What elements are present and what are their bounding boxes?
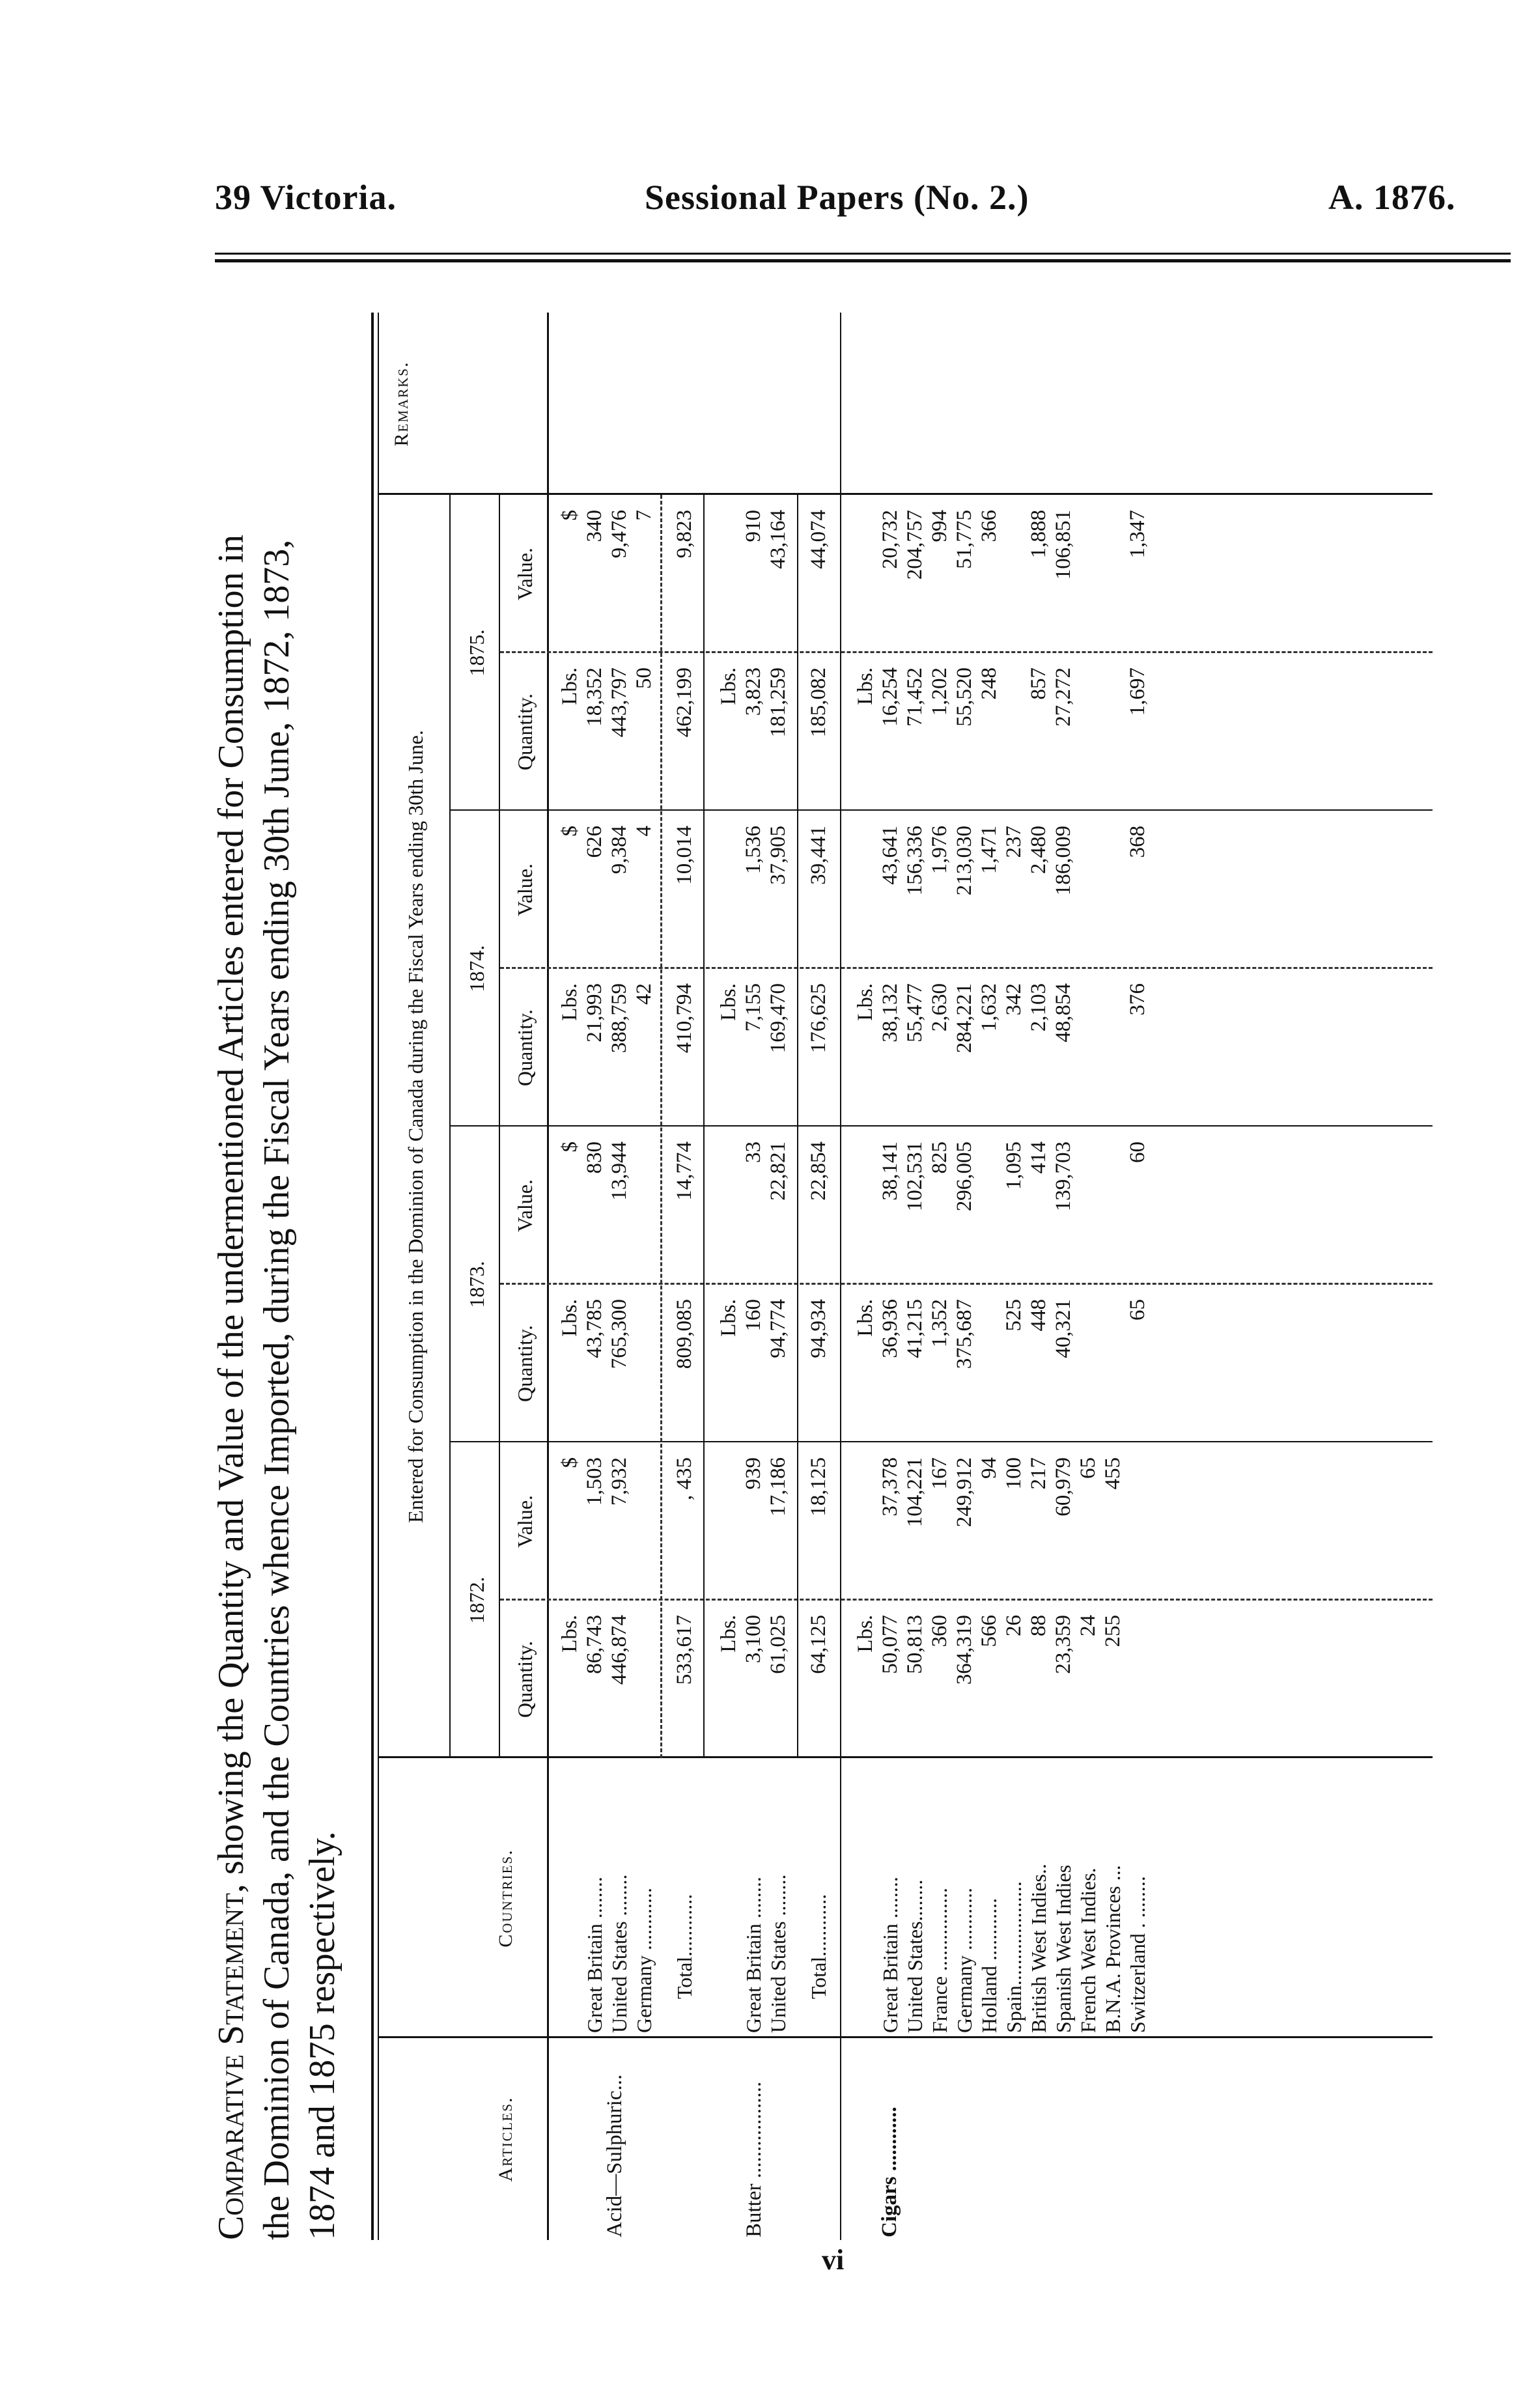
unit-lbs: Lbs. [717,983,740,1021]
total-v1875: 44,074 [807,510,830,569]
cell-q1872: 566 [977,1615,1001,1647]
cell-v1874: 626 [583,826,606,858]
article-acid-sulphuric: Acid—Sulphuric... [603,2074,626,2237]
cell-v1874: 1,976 [928,826,951,875]
cell-q1874: 48,854 [1052,983,1075,1043]
cell-v1872: 104,221 [903,1457,927,1528]
total-v1873: 14,774 [673,1141,696,1201]
country-row: United States ........ [608,1874,631,2033]
cell-q1873: 1,352 [928,1299,951,1348]
cell-v1875: 1,888 [1027,510,1050,559]
title-lead: Comparative Statement [211,1893,251,2240]
cell-v1874: 1,536 [742,826,765,875]
unit-dollar: $ [558,510,581,521]
header-group: Entered for Consumption in the Dominion of Canada during the Fiscal Years ending 30th June. [404,730,427,1523]
hdr-qty-1872: Quantity. [513,1641,537,1718]
cell-q1875: 248 [977,667,1001,700]
cell-v1873: 33 [742,1141,765,1163]
cell-v1875: 106,851 [1052,510,1075,580]
cell-q1873: 765,300 [608,1299,631,1369]
cell-v1875: 1,347 [1126,510,1149,559]
header-body-rule [547,313,549,2240]
cell-q1872: 50,077 [878,1615,902,1674]
total-v1874: 10,014 [673,826,696,885]
cell-v1874: 4 [632,826,656,837]
year-1873: 1873. [465,1261,488,1308]
title-rest: , showing the Quantity and Value of the undermentioned Articles entered for Consumption in the Dominion of Canada, and the Countries whence Imported, during the Fiscal Years ending 30th June, 1872, 1873, 1874 and 1875 respectively. [211,534,343,2240]
cell-v1875: 340 [583,510,606,542]
total-v1872: , 435 [673,1457,696,1500]
unit-lbs: Lbs. [558,1299,581,1337]
cell-q1872: 364,319 [953,1615,976,1685]
cell-q1872: 24 [1076,1615,1100,1636]
subtotal-dotted-rule [660,495,662,1758]
cell-v1873: 38,141 [878,1141,902,1201]
cell-v1873: 414 [1027,1141,1050,1174]
cell-v1875: 994 [928,510,951,542]
cell-v1873: 22,821 [766,1141,790,1201]
cell-v1874: 1,471 [977,826,1001,875]
cell-v1874: 43,641 [878,826,902,885]
cell-q1874: 21,993 [583,983,606,1043]
header-center: Sessional Papers (No. 2.) [645,178,1029,217]
cell-v1872: 1,503 [583,1457,606,1506]
cell-v1875: 7 [632,510,656,521]
cell-v1872: 249,912 [953,1457,976,1528]
cell-q1873: 160 [742,1299,765,1332]
cell-q1872: 26 [1002,1615,1026,1636]
cell-q1875: 443,797 [608,667,631,738]
cell-q1872: 3,100 [742,1615,765,1664]
cell-q1873: 375,687 [953,1299,976,1369]
cell-q1872: 86,743 [583,1615,606,1674]
country-row: Great Britain ........ [742,1877,765,2033]
article-butter: Butter .................. [742,2081,766,2237]
total-label: Total............ [807,1894,830,1999]
cell-q1874: 55,477 [903,983,927,1043]
country-row: United States........ [903,1879,927,2033]
header-articles: Articles. [495,2096,516,2182]
total-q1874: 410,794 [673,983,696,1054]
cell-q1875: 71,452 [903,667,927,727]
cell-q1875: 3,823 [742,667,765,716]
unit-dollar: $ [558,826,581,837]
unit-lbs: Lbs. [854,1299,877,1337]
page-folio: vi [822,2244,845,2276]
country-row: Great Britain ........ [583,1877,606,2033]
cell-q1873: 40,321 [1052,1299,1075,1358]
cell-q1872: 23,359 [1052,1615,1075,1674]
cell-v1873: 825 [928,1141,951,1174]
total-v1872: 18,125 [807,1457,830,1517]
cell-q1875: 27,272 [1052,667,1075,727]
cell-q1872: 61,025 [766,1615,790,1674]
country-row: French West Indies. [1076,1868,1100,2033]
header-left: 39 Victoria. [215,178,397,217]
frame-top-rule [371,313,374,2240]
header-remarks: Remarks. [391,361,412,447]
cell-v1872: 100 [1002,1457,1026,1490]
total-q1872: 64,125 [807,1615,830,1674]
cell-v1872: 17,186 [766,1457,790,1517]
col-rule-articles [379,2036,1433,2038]
cell-v1875: 910 [742,510,765,542]
country-row: Switzerland . ........ [1126,1876,1149,2033]
cell-v1873: 139,703 [1052,1141,1075,1212]
cell-q1872: 50,813 [903,1615,927,1674]
cell-q1875: 1,697 [1126,667,1149,716]
hdr-val-1873: Value. [513,1179,537,1232]
country-row: Germany ............ [632,1887,656,2033]
cell-q1872: 446,874 [608,1615,631,1685]
cell-q1875: 55,520 [953,667,976,727]
frame-top-rule-inner [378,313,379,2240]
unit-lbs: Lbs. [854,983,877,1021]
total-q1875: 185,082 [807,667,830,738]
cell-q1873: 36,936 [878,1299,902,1358]
unit-lbs: Lbs. [558,1615,581,1653]
cell-v1872: 167 [928,1457,951,1490]
country-row: Spain.................... [1002,1881,1026,2033]
cell-q1875: 16,254 [878,667,902,727]
group-underline [449,495,451,1758]
cell-v1873: 13,944 [608,1141,631,1201]
country-row: Great Britain ........ [878,1877,902,2033]
cell-q1875: 181,259 [766,667,790,738]
cell-q1875: 1,202 [928,667,951,716]
total-v1874: 39,441 [807,826,830,885]
cell-q1873: 525 [1002,1299,1026,1332]
cell-q1873: 94,774 [766,1299,790,1358]
cell-q1874: 2,103 [1027,983,1050,1032]
unit-dollar: $ [558,1457,581,1468]
cell-q1873: 41,215 [903,1299,927,1358]
cell-v1875: 9,476 [608,510,631,559]
unit-lbs: Lbs. [717,667,740,705]
cell-v1872: 939 [742,1457,765,1490]
cell-v1874: 2,480 [1027,826,1050,875]
hdr-val-1872: Value. [513,1495,537,1548]
cell-v1875: 51,775 [953,510,976,569]
section-rule [703,495,705,1758]
cell-v1874: 9,384 [608,826,631,875]
total-q1874: 176,625 [807,983,830,1054]
statement-sheet [208,300,1433,2240]
year-1872: 1872. [465,1576,488,1624]
cell-v1872: 37,378 [878,1457,902,1517]
country-row: Spanish West Indies [1052,1864,1075,2033]
country-row: Holland ............ [977,1897,1001,2033]
cell-v1873: 296,005 [953,1141,976,1212]
hdr-qty-1875: Quantity. [513,693,537,770]
cell-q1873: 448 [1027,1299,1050,1332]
total-q1875: 462,199 [673,667,696,738]
cell-v1875: 366 [977,510,1001,542]
total-label: Total............ [673,1894,696,1999]
cell-v1873: 1,095 [1002,1141,1026,1190]
year-1875: 1875. [465,629,488,677]
country-row: Germany ............ [953,1887,976,2033]
cell-q1874: 342 [1002,983,1026,1016]
cell-q1873: 43,785 [583,1299,606,1358]
unit-lbs: Lbs. [854,667,877,705]
cell-q1874: 169,470 [766,983,790,1054]
year-underline [499,495,500,1758]
unit-lbs: Lbs. [717,1299,740,1337]
cell-v1872: 60,979 [1052,1457,1075,1517]
header-countries: Countries. [495,1849,516,1948]
cell-v1872: 217 [1027,1457,1050,1490]
cell-q1874: 284,221 [953,983,976,1054]
cell-v1872: 65 [1076,1457,1100,1479]
cell-v1872: 455 [1101,1457,1125,1490]
country-row: France ................ [928,1887,951,2033]
cell-q1874: 388,759 [608,983,631,1054]
cell-v1875: 20,732 [878,510,902,569]
country-row: British West Indies.. [1027,1864,1050,2033]
unit-dollar: $ [558,1141,581,1153]
year-1874: 1874. [465,945,488,992]
total-q1872: 533,617 [673,1615,696,1685]
total-q1873: 809,085 [673,1299,696,1369]
cell-v1872: 94 [977,1457,1001,1479]
section-rule [840,313,841,2240]
cell-v1874: 237 [1002,826,1026,858]
total-q1873: 94,934 [807,1299,830,1358]
cell-q1874: 376 [1126,983,1149,1016]
article-cigars: Cigars ............ [878,2107,901,2237]
hdr-qty-1873: Quantity. [513,1325,537,1402]
cell-v1873: 102,531 [903,1141,927,1212]
unit-lbs: Lbs. [558,983,581,1021]
total-v1873: 22,854 [807,1141,830,1201]
cell-q1875: 50 [632,667,656,689]
cell-q1874: 42 [632,983,656,1005]
cell-v1873: 830 [583,1141,606,1174]
hdr-val-1874: Value. [513,863,537,916]
header-right: A. 1876. [1328,178,1456,217]
cell-q1874: 2,630 [928,983,951,1032]
cell-q1874: 1,632 [977,983,1001,1032]
cell-q1872: 360 [928,1615,951,1647]
cell-q1874: 7,155 [742,983,765,1032]
cell-v1874: 37,905 [766,826,790,885]
cell-v1875: 204,757 [903,510,927,580]
country-row: United States ........ [766,1874,790,2033]
total-v1875: 9,823 [673,510,696,559]
statement-title [208,482,345,2240]
unit-lbs: Lbs. [558,667,581,705]
cell-v1875: 43,164 [766,510,790,569]
cell-q1872: 88 [1027,1615,1050,1636]
header-rule-thin [215,253,1511,255]
cell-q1872: 255 [1101,1615,1125,1647]
unit-lbs: Lbs. [717,1615,740,1653]
cell-v1874: 156,336 [903,826,927,896]
hdr-val-1875: Value. [513,548,537,600]
cell-q1875: 857 [1027,667,1050,700]
cell-v1872: 7,932 [608,1457,631,1506]
hdr-qty-1874: Quantity. [513,1009,537,1086]
cell-v1874: 186,009 [1052,826,1075,896]
unit-lbs: Lbs. [854,1615,877,1653]
cell-q1875: 18,352 [583,667,606,727]
country-row: B.N.A. Provinces ... [1101,1865,1125,2033]
cell-v1873: 60 [1126,1141,1149,1163]
subtotal-rule [797,495,798,1758]
cell-v1874: 213,030 [953,826,976,896]
cell-q1874: 38,132 [878,983,902,1043]
cell-v1874: 368 [1126,826,1149,858]
header-rule-thick [215,259,1511,262]
cell-q1873: 65 [1126,1299,1149,1321]
